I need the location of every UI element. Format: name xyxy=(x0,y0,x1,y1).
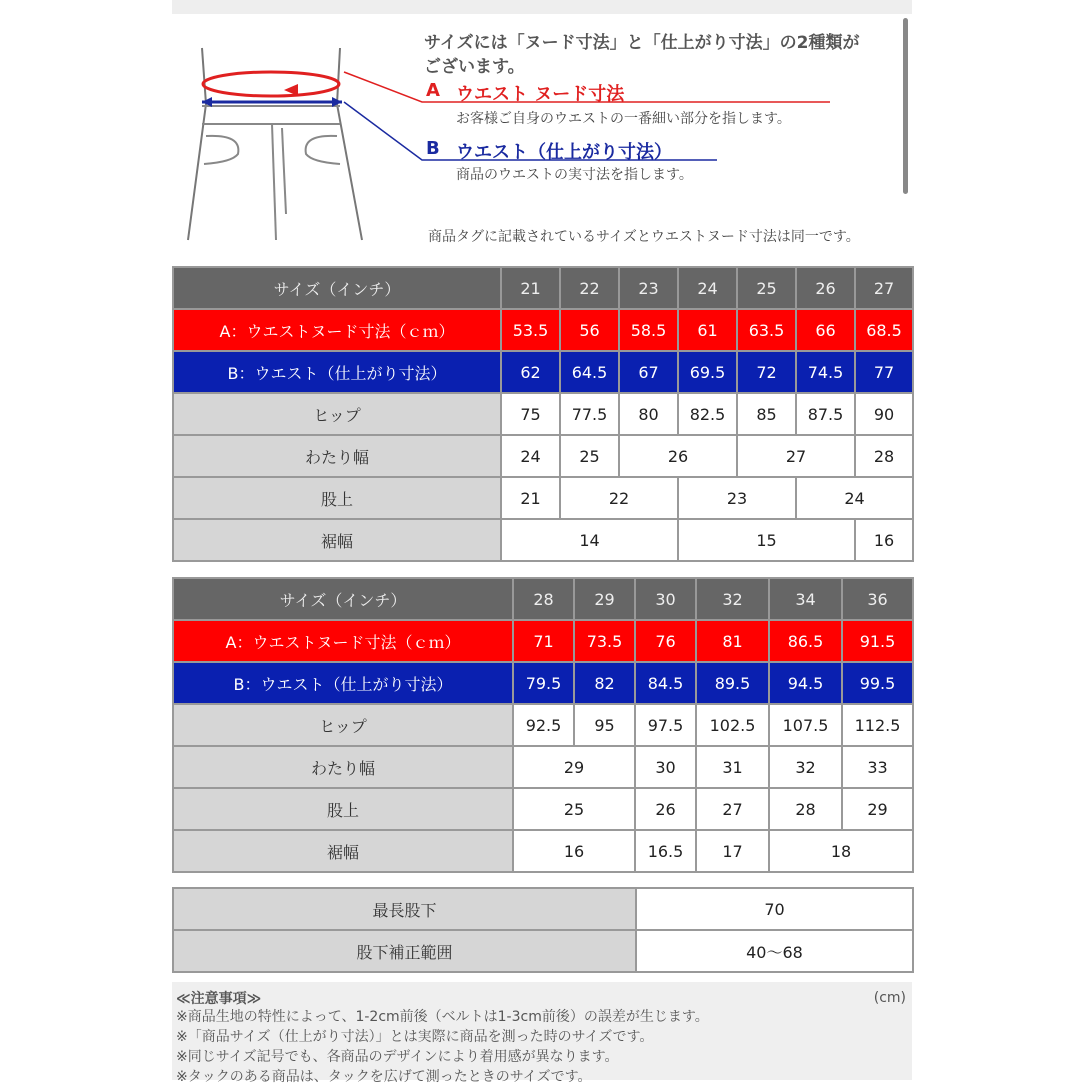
tag-footnote: 商品タグに記載されているサイズとウエストヌード寸法は同一です。 xyxy=(428,229,860,245)
value-cell: 77 xyxy=(855,351,913,393)
value-cell: 91.5 xyxy=(842,620,913,662)
value-cell: 87.5 xyxy=(796,393,855,435)
unit-label: (cm) xyxy=(873,990,906,1006)
label-a-title: ウエスト ヌード寸法 xyxy=(456,84,625,105)
table-row xyxy=(173,578,913,620)
value-cell: 85 xyxy=(737,393,796,435)
table-row xyxy=(173,704,913,746)
value-cell: 107.5 xyxy=(769,704,842,746)
inseam-adjust-header: 股下補正範囲 xyxy=(173,930,636,972)
table-row xyxy=(173,788,913,830)
size-cell: 29 xyxy=(574,578,635,620)
value-cell: 89.5 xyxy=(696,662,769,704)
value-cell: 14 xyxy=(501,519,678,561)
value-cell: 27 xyxy=(737,435,855,477)
rise-header: 股上 xyxy=(173,477,501,519)
value-cell: 21 xyxy=(501,477,560,519)
note-line: ※同じサイズ記号でも、各商品のデザインにより着用感が異なります。 xyxy=(176,1049,619,1065)
size-cell: 30 xyxy=(635,578,696,620)
label-a-letter: A xyxy=(426,80,440,101)
value-cell: 16.5 xyxy=(635,830,696,872)
hem-header: 裾幅 xyxy=(173,519,501,561)
size-cell: 21 xyxy=(501,267,560,309)
value-cell: 95 xyxy=(574,704,635,746)
label-b-letter: B xyxy=(426,138,440,159)
value-cell: 16 xyxy=(855,519,913,561)
value-cell: 17 xyxy=(696,830,769,872)
value-cell: 24 xyxy=(796,477,913,519)
value-cell: 79.5 xyxy=(513,662,574,704)
value-cell: 16 xyxy=(513,830,635,872)
table-row xyxy=(173,519,913,561)
value-cell: 56 xyxy=(560,309,619,351)
table-row xyxy=(173,393,913,435)
value-cell: 25 xyxy=(560,435,619,477)
value-cell: 81 xyxy=(696,620,769,662)
value-cell: 25 xyxy=(513,788,635,830)
max-inseam-header: 最長股下 xyxy=(173,888,636,930)
table-row xyxy=(173,435,913,477)
table-row xyxy=(173,830,913,872)
inseam-table xyxy=(172,887,914,973)
value-cell: 74.5 xyxy=(796,351,855,393)
intro-text-2: ございます。 xyxy=(424,57,525,77)
waist-nude-header: A：ウエストヌード寸法（ｃｍ） xyxy=(173,620,513,662)
value-cell: 77.5 xyxy=(560,393,619,435)
table-row xyxy=(173,662,913,704)
size-table-2 xyxy=(172,577,914,873)
value-cell: 92.5 xyxy=(513,704,574,746)
value-cell: 70 xyxy=(636,888,913,930)
value-cell: 33 xyxy=(842,746,913,788)
hip-header: ヒップ xyxy=(173,393,501,435)
value-cell: 29 xyxy=(513,746,635,788)
value-cell: 75 xyxy=(501,393,560,435)
size-cell: 36 xyxy=(842,578,913,620)
waist-finished-header: B：ウエスト（仕上がり寸法） xyxy=(173,662,513,704)
value-cell: 58.5 xyxy=(619,309,678,351)
value-cell: 61 xyxy=(678,309,737,351)
value-cell: 80 xyxy=(619,393,678,435)
value-cell: 76 xyxy=(635,620,696,662)
thigh-header: わたり幅 xyxy=(173,746,513,788)
intro-text: サイズには「ヌード寸法」と「仕上がり寸法」の2種類が xyxy=(424,33,860,53)
value-cell: 71 xyxy=(513,620,574,662)
table-row xyxy=(173,267,913,309)
table-row xyxy=(173,309,913,351)
value-cell: 73.5 xyxy=(574,620,635,662)
note-line: ※商品生地の特性によって、1-2cm前後（ベルトは1-3cm前後）の誤差が生じます。 xyxy=(176,1009,709,1025)
size-cell: 24 xyxy=(678,267,737,309)
value-cell: 99.5 xyxy=(842,662,913,704)
value-cell: 24 xyxy=(501,435,560,477)
table-row xyxy=(173,888,913,930)
size-cell: 23 xyxy=(619,267,678,309)
rise-header: 股上 xyxy=(173,788,513,830)
value-cell: 53.5 xyxy=(501,309,560,351)
waist-finished-header: B：ウエスト（仕上がり寸法） xyxy=(173,351,501,393)
value-cell: 23 xyxy=(678,477,796,519)
scrollbar[interactable] xyxy=(903,18,908,194)
size-cell: 34 xyxy=(769,578,842,620)
value-cell: 64.5 xyxy=(560,351,619,393)
table-row xyxy=(173,477,913,519)
value-cell: 32 xyxy=(769,746,842,788)
value-cell: 68.5 xyxy=(855,309,913,351)
value-cell: 31 xyxy=(696,746,769,788)
value-cell: 40〜68 xyxy=(636,930,913,972)
size-cell: 27 xyxy=(855,267,913,309)
table-row xyxy=(173,620,913,662)
size-diagram xyxy=(172,0,912,252)
notes-title: ≪注意事項≫ xyxy=(176,991,262,1007)
notes-section xyxy=(172,982,912,1085)
value-cell: 29 xyxy=(842,788,913,830)
value-cell: 94.5 xyxy=(769,662,842,704)
note-line: ※タックのある商品は、タックを広げて測ったときのサイズです。 xyxy=(176,1069,592,1085)
value-cell: 15 xyxy=(678,519,855,561)
thigh-header: わたり幅 xyxy=(173,435,501,477)
label-b-title: ウエスト（仕上がり寸法） xyxy=(456,142,672,163)
size-cell: 26 xyxy=(796,267,855,309)
table-row xyxy=(173,351,913,393)
value-cell: 26 xyxy=(635,788,696,830)
value-cell: 90 xyxy=(855,393,913,435)
hem-header: 裾幅 xyxy=(173,830,513,872)
value-cell: 86.5 xyxy=(769,620,842,662)
label-a-desc: お客様ご自身のウエストの一番細い部分を指します。 xyxy=(456,111,791,127)
value-cell: 69.5 xyxy=(678,351,737,393)
size-header: サイズ（インチ） xyxy=(173,578,513,620)
value-cell: 18 xyxy=(769,830,913,872)
value-cell: 102.5 xyxy=(696,704,769,746)
size-cell: 22 xyxy=(560,267,619,309)
hip-header: ヒップ xyxy=(173,704,513,746)
value-cell: 62 xyxy=(501,351,560,393)
value-cell: 97.5 xyxy=(635,704,696,746)
size-table-1 xyxy=(172,266,914,562)
value-cell: 82.5 xyxy=(678,393,737,435)
value-cell: 22 xyxy=(560,477,678,519)
value-cell: 63.5 xyxy=(737,309,796,351)
label-b-desc: 商品のウエストの実寸法を指します。 xyxy=(456,167,693,183)
value-cell: 84.5 xyxy=(635,662,696,704)
value-cell: 72 xyxy=(737,351,796,393)
value-cell: 28 xyxy=(769,788,842,830)
size-cell: 32 xyxy=(696,578,769,620)
size-header: サイズ（インチ） xyxy=(173,267,501,309)
value-cell: 66 xyxy=(796,309,855,351)
size-cell: 28 xyxy=(513,578,574,620)
value-cell: 67 xyxy=(619,351,678,393)
value-cell: 28 xyxy=(855,435,913,477)
value-cell: 112.5 xyxy=(842,704,913,746)
table-row xyxy=(173,746,913,788)
note-line: ※「商品サイズ（仕上がり寸法）」とは実際に商品を測った時のサイズです。 xyxy=(176,1029,654,1045)
value-cell: 26 xyxy=(619,435,737,477)
value-cell: 27 xyxy=(696,788,769,830)
size-cell: 25 xyxy=(737,267,796,309)
waist-nude-header: A：ウエストヌード寸法（ｃｍ） xyxy=(173,309,501,351)
value-cell: 82 xyxy=(574,662,635,704)
value-cell: 30 xyxy=(635,746,696,788)
table-row xyxy=(173,930,913,972)
